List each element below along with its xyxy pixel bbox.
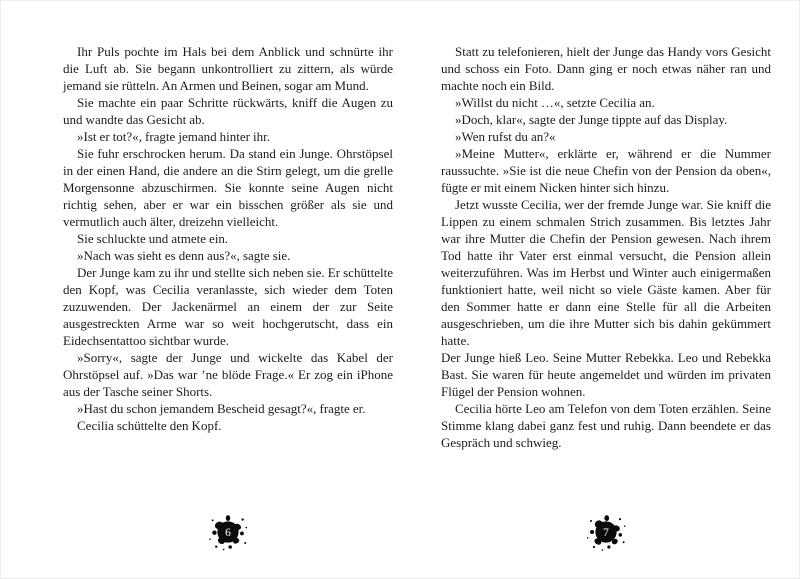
paragraph: »Sorry«, sagte der Junge und wickelte das Kabel der Ohrstöpsel auf. »Das war ’ne blöde Frage.« Er zog ein iPhone aus der Tasche seiner Shorts. [63, 350, 393, 399]
paragraph: »Wen rufst du an?« [455, 129, 556, 144]
page-number: 6 [225, 526, 231, 539]
page-left-text [63, 43, 393, 510]
page-number-splat [206, 510, 250, 554]
page-right-text [441, 43, 771, 510]
paragraph: »Ist er tot?«, fragte jemand hinter ihr. [77, 129, 271, 144]
paragraph: »Nach was sieht es denn aus?«, sagte sie. [77, 248, 291, 263]
paragraph: »Doch, klar«, sagte der Junge tippte auf das Display. [455, 112, 728, 127]
page-right-footer [441, 510, 771, 564]
paragraph: Cecilia hörte Leo am Telefon von dem Toten erzählen. Seine Stimme klang dabei ganz fest und ruhig. Dann beendete er das Gespräch und schwieg. [441, 401, 771, 450]
page-number-splat [584, 510, 628, 554]
paragraph: Statt zu telefonieren, hielt der Junge das Handy vors Gesicht und schoss ein Foto. Dann ging er noch etwas näher ran und machte noch ein Bild. [441, 44, 771, 93]
paragraph: »Hast du schon jemandem Bescheid gesagt?«, fragte er. [77, 401, 366, 416]
paragraph: »Willst du nicht …«, setzte Cecilia an. [455, 95, 655, 110]
page-left [63, 43, 393, 564]
paragraph: Sie machte ein paar Schritte rückwärts, kniff die Augen zu und wandte das Gesicht ab. [63, 95, 393, 127]
paragraph: Cecilia schüttelte den Kopf. [77, 418, 222, 433]
paragraph: Sie schluckte und atmete ein. [77, 231, 229, 246]
paragraph: Der Junge hieß Leo. Seine Mutter Rebekka. Leo und Rebekka Bast. Sie waren für heute angemeldet und würden im privaten Flügel der Pension wohnen. [441, 350, 771, 399]
page-number: 7 [603, 526, 609, 539]
paragraph: Der Junge kam zu ihr und stellte sich neben sie. Er schüttelte den Kopf, was Cecilia veranlasste, sich wieder dem Toten zuzuwenden. Der Jackenärmel an einem der zur Seite ausgestreckten Arme war so weit hochgerutscht, dass ein Eidechsentattoo sichtbar wurde. [63, 265, 393, 348]
paragraph: Sie fuhr erschrocken herum. Da stand ein Junge. Ohrstöpsel in der einen Hand, die andere an die Stirn gelegt, um die grelle Morgensonne abzuschirmen. Sie konnte seine Augen nicht richtig sehen, aber er war ein bisschen größer als sie und vermutlich auch älter, dreizehn vielleicht. [63, 146, 393, 229]
paragraph: »Meine Mutter«, erklärte er, während er die Nummer raussuchte. »Sie ist die neue Chefin von der Pension da oben«, fügte er mit einem Nicken hinter sich hinzu. [441, 146, 771, 195]
paragraph: Ihr Puls pochte im Hals bei dem Anblick und schnürte ihr die Luft ab. Sie begann unkontrolliert zu zittern, als würde jemand sie rütteln. An Armen und Beinen, sogar am Mund. [63, 44, 393, 93]
paragraph: Jetzt wusste Cecilia, wer der fremde Junge war. Sie kniff die Lippen zu einem schmalen Strich zusammen. Bis letztes Jahr war ihre Mutter die Chefin der Pension gewesen. Nach ihrem Tod hatte ihr Vater erst einmal versucht, die Pension allein weiterzuführen. Was im Herbst und Winter auch einigermaßen funktioniert hatte, weil nicht so viele Gäste kamen. Aber für den Sommer hatte er dann eine Stelle für all die Arbeiten ausgeschrieben, um die ihre Mutter sich bis dahin gekümmert hatte. [441, 197, 771, 348]
page-left-footer [63, 510, 393, 564]
page-right [441, 43, 771, 564]
